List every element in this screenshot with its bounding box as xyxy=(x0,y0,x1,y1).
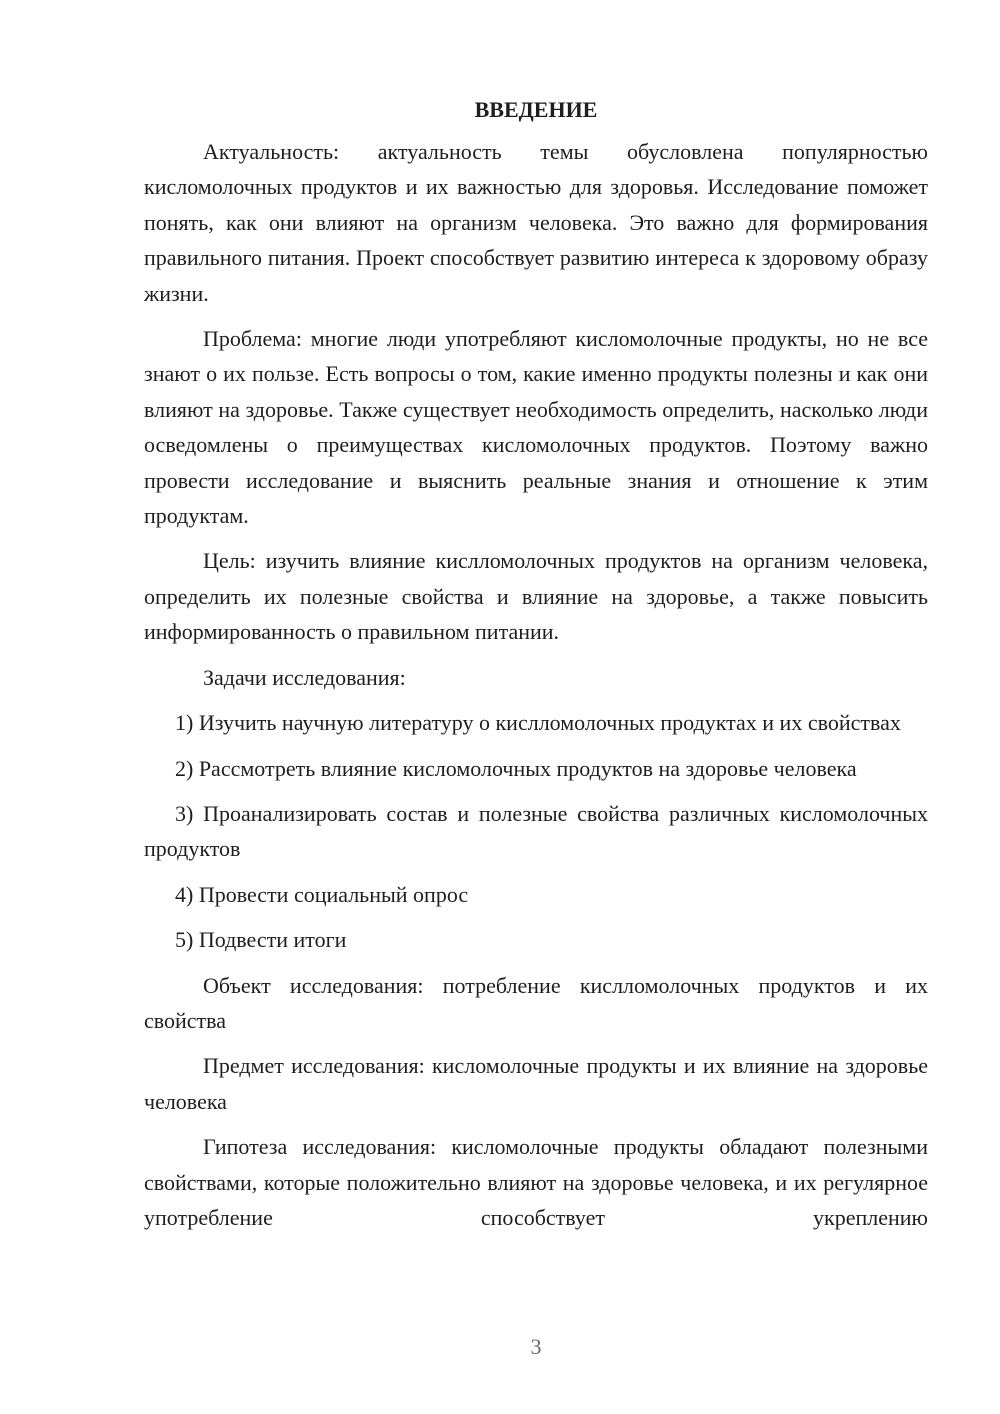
paragraph-object: Объект исследования: потребление кислломолочных продуктов и их свойства xyxy=(144,972,928,1033)
task-item-2: 2) Рассмотреть влияние кисломолочных продуктов на здоровье человека xyxy=(175,755,857,781)
tasks-heading: Задачи исследования: xyxy=(203,664,406,690)
task-item-5: 5) Подвести итоги xyxy=(175,927,347,953)
document-page xyxy=(144,92,928,1235)
paragraph-hypothesis: Гипотеза исследования: кисломолочные продукты обладают полезными свойствами, которые положительно влияют на здоровье человека, и их регулярное употребление способствует укреплению xyxy=(144,1134,928,1230)
paragraph-problem: Проблема: многие люди употребляют кисломолочные продукты, но не все знают о их пользе. Есть вопросы о том, какие именно продукты полезны и как они влияют на здоровье. Также существует необходимость определить, насколько люди осведомлены о преимуществах кисломолочных продуктов. Поэтому важно провести исследование и выяснить реальные знания и отношение к этим продуктам. xyxy=(144,326,928,529)
section-title: ВВЕДЕНИЕ xyxy=(474,97,598,122)
paragraph-subject: Предмет исследования: кисломолочные продукты и их влияние на здоровье человека xyxy=(144,1053,928,1114)
task-item-4: 4) Провести социальный опрос xyxy=(175,881,469,907)
task-item-1: 1) Изучить научную литературу о кислломолочных продуктах и их свойствах xyxy=(175,710,901,736)
page-number: 3 xyxy=(530,1334,542,1359)
task-item-3: 3) Проанализировать состав и полезные свойства различных кисломолочных продуктов xyxy=(144,800,928,862)
paragraph-relevance: Актуальность: актуальность темы обусловлена популярностью кисломолочных продуктов и их важностью для здоровья. Исследование поможет понять, как они влияют на организм человека. Это важно для формирования правильного питания. Проект способствует развитию интереса к здоровому образу жизни. xyxy=(144,139,928,306)
paragraph-goal: Цель: изучить влияние кислломолочных продуктов на организм человека, определить их полезные свойства и влияние на здоровье, а также повысить информированность о правильном питании. xyxy=(144,548,928,645)
